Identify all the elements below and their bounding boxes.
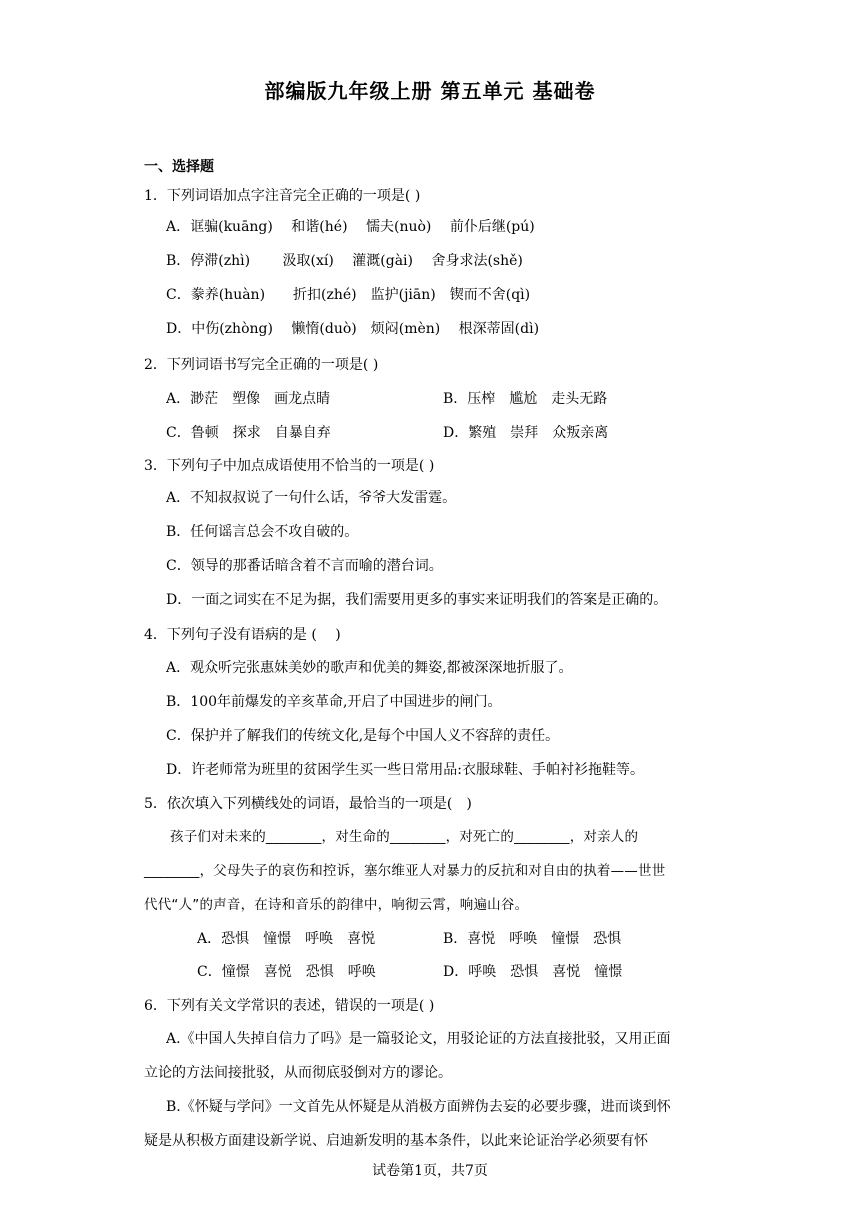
question-6-option-b-line-1: B.《怀疑与学问》一文首先从怀疑是从消极方面辨伪去妄的必要步骤，进而谈到怀 bbox=[166, 1099, 671, 1115]
question-4-option-d: D．许老师常为班里的贫困学生买一些日常用品:衣服球鞋、手帕衬衫拖鞋等。 bbox=[166, 762, 644, 778]
question-1-option-b: B．停滞(zhì) 汲取(xí) 灌溉(gài) 舍身求法(shě) bbox=[166, 253, 523, 269]
question-3-option-a: A．不知叔叔说了一句什么话，爷爷大发雷霆。 bbox=[166, 490, 457, 506]
question-2-option-d: D．繁殖 崇拜 众叛亲离 bbox=[443, 425, 609, 441]
question-2-option-c: C．鲁顿 探求 自暴自弃 bbox=[166, 425, 331, 441]
question-1-option-c: C．豢养(huàn) 折扣(zhé) 监护(jiān) 锲而不舍(qì) bbox=[166, 287, 531, 303]
question-2-stem: 2．下列词语书写完全正确的一项是( ) bbox=[144, 357, 379, 373]
question-3-option-c: C．领导的那番话暗含着不言而喻的潜台词。 bbox=[166, 558, 443, 574]
question-4-option-b: B．100年前爆发的辛亥革命,开启了中国进步的闸门。 bbox=[166, 694, 502, 710]
question-5-stem: 5．依次填入下列横线处的词语，最恰当的一项是( ) bbox=[144, 796, 472, 812]
question-4-option-c: C．保护并了解我们的传统文化,是每个中国人义不容辞的责任。 bbox=[166, 728, 560, 744]
question-5-passage-line-3: 代代“人”的声音，在诗和音乐的韵律中，响彻云霄，响遍山谷。 bbox=[144, 897, 529, 913]
question-3-option-b: B．任何谣言总会不攻自破的。 bbox=[166, 524, 359, 540]
question-5-option-b: B．喜悦 呼唤 憧憬 恐惧 bbox=[443, 931, 622, 947]
question-5-passage-line-1: 孩子们对未来的________，对生命的________，对死亡的________，对亲人的 bbox=[170, 829, 639, 845]
question-1-option-d: D．中伤(zhòng) 懒惰(duò) 烦闷(mèn) 根深蒂固(dì) bbox=[166, 321, 540, 337]
question-6-stem: 6．下列有关文学常识的表述，错误的一项是( ) bbox=[144, 998, 435, 1014]
question-5-option-d: D．呼唤 恐惧 喜悦 憧憬 bbox=[443, 964, 623, 980]
question-4-option-a: A．观众听完张惠妹美妙的歌声和优美的舞姿,都被深深地折服了。 bbox=[166, 660, 573, 676]
question-5-option-a: A．恐惧 憧憬 呼唤 喜悦 bbox=[197, 931, 376, 947]
page-footer: 试卷第1页，共7页 bbox=[372, 1163, 488, 1179]
section-title: 一、选择题 bbox=[144, 159, 214, 175]
question-3-stem: 3．下列句子中加点成语使用不恰当的一项是( ) bbox=[144, 458, 435, 474]
question-5-passage-line-2: ________，父母失子的哀伤和控诉，塞尔维亚人对暴力的反抗和对自由的执着——世世 bbox=[144, 863, 666, 879]
question-5-option-c: C．憧憬 喜悦 恐惧 呼唤 bbox=[197, 964, 376, 980]
question-2-option-a: A．渺茫 塑像 画龙点睛 bbox=[166, 391, 331, 407]
question-3-option-d: D．一面之词实在不足为据，我们需要用更多的事实来证明我们的答案是正确的。 bbox=[166, 592, 668, 608]
question-1-stem: 1．下列词语加点字注音完全正确的一项是( ) bbox=[144, 188, 421, 204]
page-title: 部编版九年级上册 第五单元 基础卷 bbox=[264, 79, 596, 103]
question-1-option-a: A．诓骗(kuāng) 和谐(hé) 懦夫(nuò) 前仆后继(pú) bbox=[166, 219, 535, 235]
question-4-stem: 4．下列句子没有语病的是 ( ) bbox=[144, 627, 341, 643]
question-6-option-a-line-2: 立论的方法间接批驳，从而彻底驳倒对方的谬论。 bbox=[144, 1065, 452, 1081]
question-6-option-a-line-1: A.《中国人失掉自信力了吗》是一篇驳论文，用驳论证的方法直接批驳，又用正面 bbox=[166, 1031, 671, 1047]
question-6-option-b-line-2: 疑是从积极方面建设新学说、启迪新发明的基本条件，以此来论证治学必须要有怀 bbox=[144, 1133, 648, 1149]
question-2-option-b: B．压榨 尴尬 走头无路 bbox=[443, 391, 608, 407]
